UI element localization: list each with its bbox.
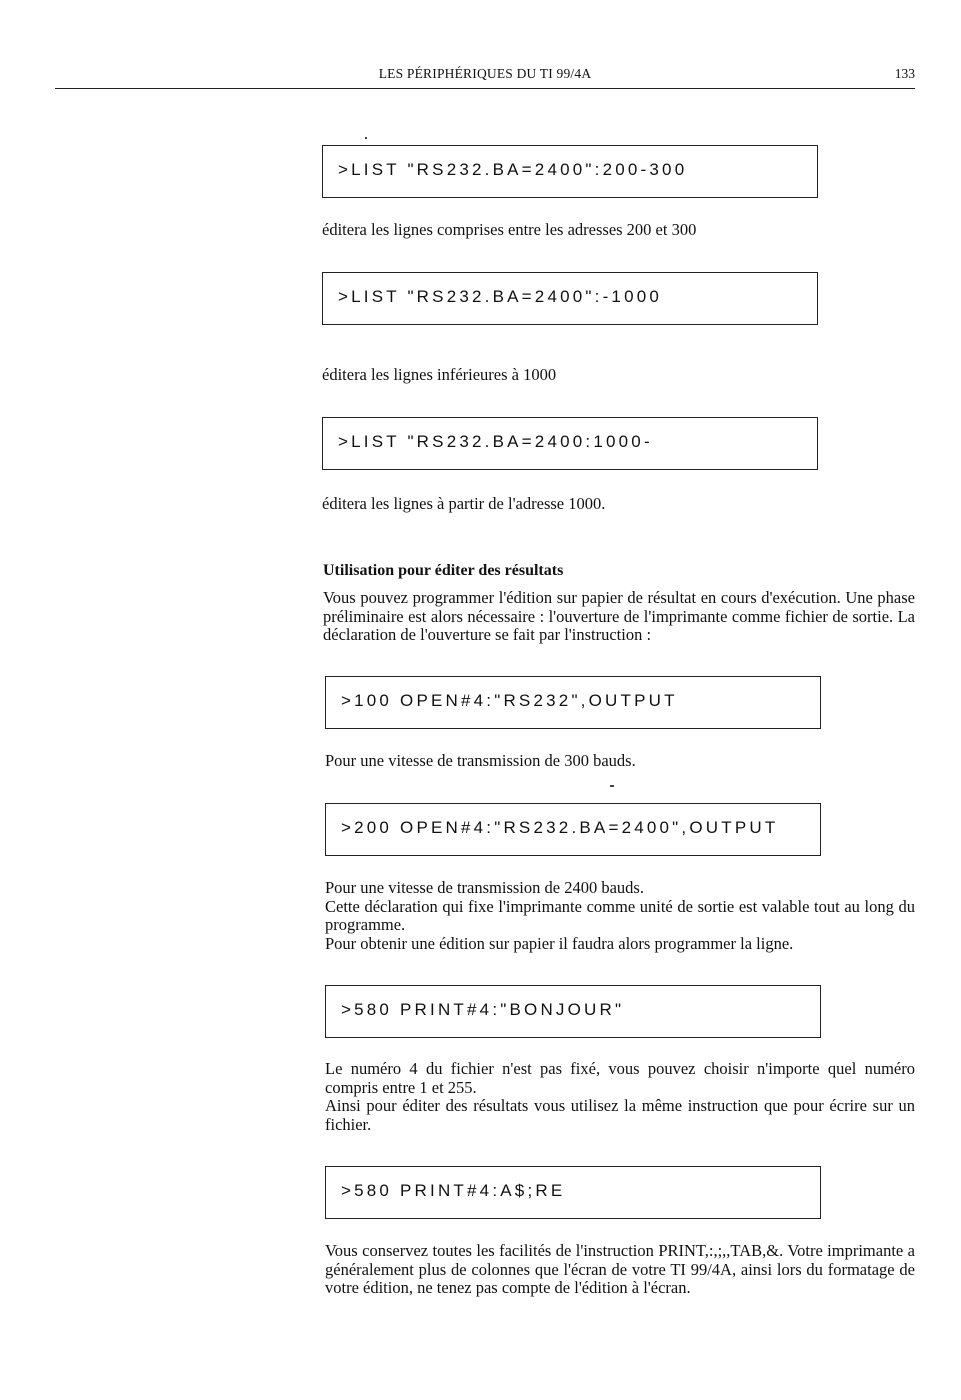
code-box-list-range: [322, 145, 818, 198]
code-line: >580 PRINT#4:A$;RE: [341, 1181, 566, 1200]
paragraph-file-number: [325, 1060, 915, 1134]
code-box-print-bonjour: [325, 985, 821, 1038]
paragraph: éditera les lignes inférieures à 1000: [322, 365, 557, 384]
paragraph: Le numéro 4 du fichier n'est pas fixé, vous pouvez choisir n'importe quel numéro compris entre 1 et 255.: [325, 1059, 915, 1097]
code-line: >LIST "RS232.BA=2400:1000-: [338, 432, 653, 451]
section-heading: Utilisation pour éditer des résultats: [323, 562, 564, 579]
speck-mark: [365, 137, 367, 139]
paragraph: Ainsi pour éditer des résultats vous utilisez la même instruction que pour écrire sur un fichier.: [325, 1096, 915, 1134]
code-box-list-below: [322, 272, 818, 325]
speck-mark: [610, 785, 614, 787]
paragraph: éditera les lignes à partir de l'adresse 1000.: [322, 494, 606, 513]
code-box-print-variable: [325, 1166, 821, 1219]
code-line: >LIST "RS232.BA=2400":-1000: [338, 287, 663, 306]
code-line: >580 PRINT#4:"BONJOUR": [341, 1000, 625, 1019]
text-list-range: [322, 221, 822, 240]
text-list-from: [322, 495, 822, 514]
code-line: >LIST "RS232.BA=2400":200-300: [338, 160, 688, 179]
code-line: >200 OPEN#4:"RS232.BA=2400",OUTPUT: [341, 818, 779, 837]
closing-paragraph: [325, 1242, 915, 1298]
paragraph: Pour obtenir une édition sur papier il faudra alors programmer la ligne.: [325, 933, 794, 953]
code-line: >100 OPEN#4:"RS232",OUTPUT: [341, 691, 678, 710]
paragraph: Vous pouvez programmer l'édition sur papier de résultat en cours d'exécution. Une phase préliminaire est alors nécessaire : l'ouverture de l'imprimante comme fichier de sortie. La déclaration de l'ouverture se fait par l'instruction :: [323, 588, 915, 644]
paragraph: Pour une vitesse de transmission de 300 bauds.: [325, 751, 636, 770]
text-list-below: [322, 366, 822, 385]
paragraph: Vous conservez toutes les facilités de l'instruction PRINT,:,;,,TAB,&. Votre imprimante a généralement plus de colonnes que l'écran de votre TI 99/4A, ainsi lors du formatage de votre édition, ne tenez pas compte de l'édition à l'écran.: [325, 1241, 915, 1297]
paragraph: Cette déclaration qui fixe l'imprimante comme unité de sortie est valable tout au long du programme.: [325, 896, 915, 934]
text-300-bauds: [325, 752, 825, 771]
page-number: 133: [894, 66, 915, 81]
running-title: LES PÉRIPHÉRIQUES DU TI 99/4A: [378, 66, 592, 81]
page-header: [55, 64, 915, 89]
paragraph: éditera les lignes comprises entre les adresses 200 et 300: [322, 220, 697, 239]
code-box-open-2400: [325, 803, 821, 856]
code-box-list-from: [322, 417, 818, 470]
paragraph-2400-bauds: [325, 879, 915, 953]
paragraph: Pour une vitesse de transmission de 2400 bauds.: [325, 878, 644, 897]
intro-paragraph: [323, 589, 915, 645]
code-box-open-300: [325, 676, 821, 729]
